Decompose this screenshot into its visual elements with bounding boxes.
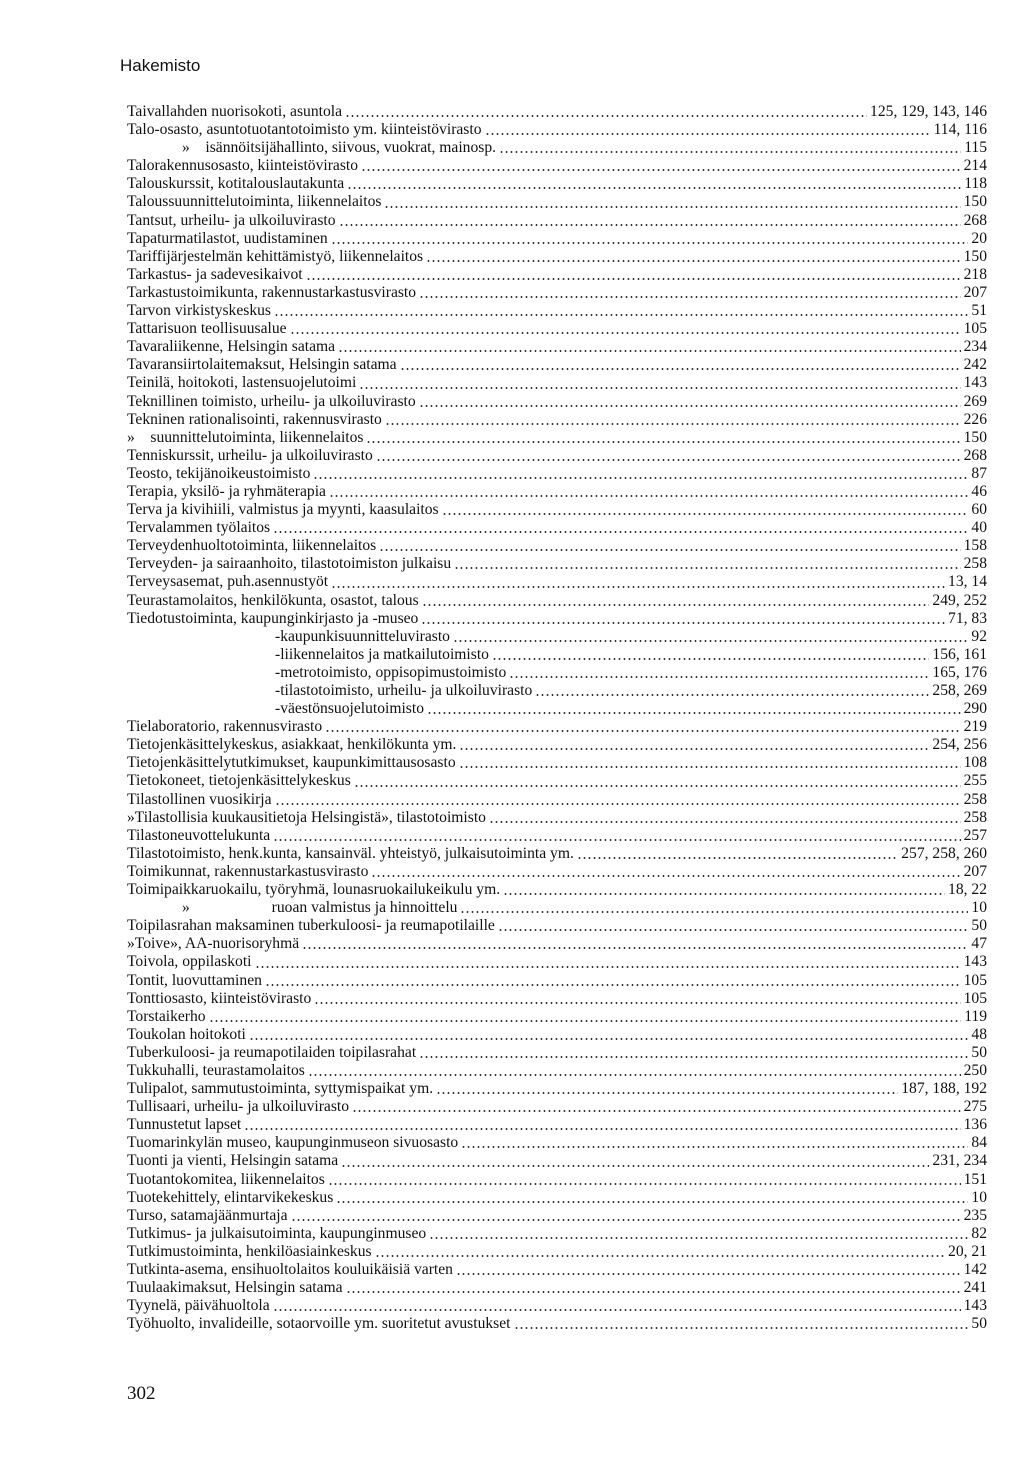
index-term: Tuberkuloosi- ja reumapotilaiden toipilasrahat — [127, 1043, 417, 1061]
index-page-refs: 269 — [963, 392, 987, 410]
index-term: Tavaraliikenne, Helsingin satama — [127, 338, 336, 356]
index-entry — [127, 1098, 987, 1116]
index-term: » suunnittelutoiminta, liikennelaitos — [127, 428, 364, 446]
dot-leader — [273, 1309, 961, 1311]
index-page-refs: 71, 83 — [948, 609, 987, 627]
dot-leader — [328, 1183, 961, 1185]
dot-leader — [498, 929, 969, 931]
dot-leader — [384, 206, 960, 208]
running-header: Hakemisto — [120, 56, 201, 75]
index-entry — [127, 953, 987, 971]
dot-leader — [290, 332, 961, 334]
dot-leader — [454, 567, 960, 569]
dot-leader — [459, 748, 929, 750]
index-term: Toukolan hoitokoti — [127, 1025, 246, 1043]
index-entry — [127, 393, 987, 411]
dot-leader — [422, 604, 930, 606]
dot-leader — [308, 1074, 961, 1076]
dot-leader — [336, 1201, 968, 1203]
index-entry — [127, 700, 987, 718]
index-term: Terveydenhuoltotoiminta, liikennelaitos — [127, 537, 377, 555]
index-entry — [127, 1062, 987, 1080]
index-term: Tattarisuon teollisuusalue — [127, 320, 287, 338]
dot-leader — [366, 441, 960, 443]
index-entry — [127, 193, 987, 211]
index-entry — [127, 248, 987, 266]
dot-leader — [209, 1020, 962, 1022]
index-term: Tervalammen työlaitos — [127, 519, 271, 537]
index-page-refs: 87 — [971, 464, 987, 482]
index-entry — [127, 411, 987, 429]
index-term: Talo-osasto, asuntotuotantotoimisto ym. kiinteistövirasto — [127, 121, 482, 139]
index-page-refs: 226 — [963, 410, 987, 428]
index-term: Toipilasrahan maksaminen tuberkuloosi- ja reumapotilaille — [127, 917, 495, 935]
index-page-refs: 125, 129, 143, 146 — [870, 103, 987, 120]
index-term: Terveyden- ja sairaanhoito, tilastotoimiston julkaisu — [127, 555, 452, 573]
index-page-refs: 231, 234 — [932, 1152, 987, 1170]
index-entry — [127, 646, 987, 664]
dot-leader — [329, 495, 968, 497]
index-page-refs: 48 — [971, 1025, 987, 1043]
index-entry — [127, 374, 987, 392]
index-page-refs: 207 — [963, 283, 987, 301]
index-term: » isännöitsijähallinto, siivous, vuokrat, mainosp. — [182, 139, 497, 157]
index-entry — [127, 1026, 987, 1044]
index-page-refs: 10 — [971, 899, 987, 917]
index-page-refs: 156, 161 — [932, 645, 987, 663]
dot-leader — [376, 459, 961, 461]
index-entry — [127, 935, 987, 953]
index-page-refs: 150 — [963, 247, 987, 265]
dot-leader — [456, 1273, 961, 1275]
index-entry — [127, 1080, 987, 1098]
dot-leader — [249, 1038, 969, 1040]
index-page-refs: 108 — [963, 754, 987, 772]
index-page-refs: 50 — [971, 1043, 987, 1061]
dot-leader — [244, 1128, 960, 1130]
dot-leader — [314, 1002, 960, 1004]
index-page-refs: 257 — [963, 826, 987, 844]
index-page-refs: 219 — [963, 718, 987, 736]
index-entry — [127, 1116, 987, 1134]
dot-leader — [419, 1056, 968, 1058]
index-page-refs: 150 — [963, 193, 987, 211]
index-entry — [127, 772, 987, 790]
index-page-refs: 142 — [963, 1261, 987, 1278]
dot-leader — [421, 622, 945, 624]
index-term: Tietojenkäsittelykeskus, asiakkaat, henkilökunta ym. — [127, 736, 457, 754]
index-term: Tietojenkäsittelytutkimukset, kaupunkimittausosasto — [127, 754, 456, 772]
index-page-refs: 249, 252 — [932, 591, 987, 609]
index-page-refs: 50 — [971, 1315, 987, 1333]
index-page-refs: 105 — [963, 320, 987, 338]
index-page-refs: 115 — [964, 139, 987, 157]
index-page-refs: 268 — [963, 211, 987, 229]
index-term: Työhuolto, invalideille, sotaorvoille ym. suoritetut avustukset — [127, 1315, 511, 1333]
index-page-refs: 40 — [971, 519, 987, 537]
index-term: Tuomarinkylän museo, kaupunginmuseon sivuosasto — [127, 1134, 459, 1152]
index-term: -tilastotoimisto, urheilu- ja ulkoiluvirasto — [275, 682, 533, 699]
index-entry — [127, 555, 987, 573]
index-term: -kaupunkisuunnitteluvirasto — [275, 627, 450, 645]
index-page-refs: 84 — [971, 1134, 987, 1152]
index-term: Tarkastustoimikunta, rakennustarkastusvirasto — [127, 283, 417, 301]
index-entry — [127, 483, 987, 501]
index-page-refs: 275 — [963, 1098, 987, 1116]
dot-leader — [361, 169, 961, 171]
index-page-refs: 234 — [963, 338, 987, 356]
index-entry — [127, 157, 987, 175]
index-term: Tuotekehittely, elintarvikekeskus — [127, 1188, 334, 1206]
dot-leader — [306, 278, 961, 280]
index-term: Tarkastus- ja sadevesikaivot — [127, 265, 303, 283]
index-entry — [127, 827, 987, 845]
index-page-refs: 143 — [963, 953, 987, 971]
index-page-refs: 258 — [963, 790, 987, 808]
index-entry — [127, 628, 987, 646]
index-entry — [127, 610, 987, 628]
index-page-refs: 187, 188, 192 — [901, 1080, 987, 1098]
index-page-refs: 268 — [963, 446, 987, 464]
index-term: Tantsut, urheilu- ja ulkoiluvirasto — [127, 211, 336, 229]
index-entry — [127, 519, 987, 537]
index-page-refs: 105 — [963, 971, 987, 989]
dot-leader — [339, 224, 961, 226]
index-page-refs: 214 — [963, 157, 987, 175]
index-term: Tuonti ja vienti, Helsingin satama — [127, 1152, 339, 1170]
index-entry — [127, 429, 987, 447]
index-term: » ruoan valmistus ja hinnoittelu — [182, 899, 458, 917]
index-term: Tontit, luovuttaminen — [127, 971, 262, 989]
index-entry — [127, 1134, 987, 1152]
index-page-refs: 235 — [963, 1206, 987, 1224]
index-term: Terapia, yksilö- ja ryhmäterapia — [127, 482, 326, 500]
index-term: Teinilä, hoitokoti, lastensuojelutoimi — [127, 374, 357, 392]
dot-leader — [359, 387, 960, 389]
index-entry — [127, 899, 987, 917]
dot-leader — [371, 875, 960, 877]
dot-leader — [338, 350, 961, 352]
index-entry — [127, 230, 987, 248]
index-page-refs: 250 — [963, 1061, 987, 1079]
dot-leader — [273, 531, 968, 533]
dot-leader — [325, 730, 960, 732]
index-entry — [127, 1171, 987, 1189]
index-term: Tyynelä, päivähuoltola — [127, 1297, 270, 1315]
index-page-refs: 242 — [963, 356, 987, 374]
index-page-refs: 207 — [963, 862, 987, 880]
index-term: -metrotoimisto, oppisopimustoimisto — [275, 663, 507, 681]
index-entry — [127, 845, 987, 863]
index-term: Teknillinen toimisto, urheilu- ja ulkoiluvirasto — [127, 392, 416, 410]
index-entry — [127, 917, 987, 935]
index-entry — [127, 791, 987, 809]
index-term: Tilastoneuvottelukunta — [127, 826, 271, 844]
index-entry — [127, 990, 987, 1008]
dot-leader — [419, 296, 961, 298]
dot-leader — [352, 1110, 961, 1112]
index-page-refs: 150 — [963, 428, 987, 446]
index-entry — [127, 320, 987, 338]
dot-leader — [385, 423, 961, 425]
index-page-refs: 47 — [971, 935, 987, 953]
index-page-refs: 114, 116 — [933, 121, 987, 139]
index-entry — [127, 682, 987, 700]
index-entry — [127, 212, 987, 230]
index-term: Tutkinta-asema, ensihuoltolaitos kouluikäisiä varten — [127, 1261, 453, 1278]
dot-leader — [429, 1237, 968, 1239]
dot-leader — [436, 1092, 898, 1094]
index-page-refs: 143 — [963, 374, 987, 392]
dot-leader — [331, 586, 945, 588]
index-page-refs: 18, 22 — [948, 881, 987, 899]
index-entry — [127, 447, 987, 465]
index-entry — [127, 266, 987, 284]
index-entry — [127, 1243, 987, 1261]
dot-leader — [499, 151, 961, 153]
index-page-refs: 258 — [963, 808, 987, 826]
index-entry — [127, 302, 987, 320]
dot-leader — [535, 694, 929, 696]
index-page-refs: 143 — [963, 1297, 987, 1315]
index-entry — [127, 1189, 987, 1207]
index-page-refs: 13, 14 — [948, 573, 987, 591]
dot-leader — [354, 785, 961, 787]
index-term: Tonttiosasto, kiinteistövirasto — [127, 989, 312, 1007]
dot-leader — [485, 133, 931, 135]
index-term: Tilastollinen vuosikirja — [127, 790, 272, 808]
index-page-refs: 10 — [971, 1188, 987, 1206]
index-entry — [127, 537, 987, 555]
index-term: Teurastamolaitos, henkilökunta, osastot, talous — [127, 591, 419, 609]
dot-leader — [331, 242, 969, 244]
index-term: Tutkimustoiminta, henkilöasiainkeskus — [127, 1242, 372, 1260]
dot-leader — [313, 477, 968, 479]
dot-leader — [426, 260, 960, 262]
index-term: Tietokoneet, tietojenkäsittelykeskus — [127, 772, 351, 790]
page-number: 302 — [127, 1383, 156, 1404]
index-page-refs: 218 — [963, 265, 987, 283]
index-page-refs: 20 — [971, 229, 987, 247]
dot-leader — [442, 513, 969, 515]
index-term: Tunnustetut lapset — [127, 1116, 242, 1134]
dot-leader — [379, 549, 960, 551]
index-term: Tapaturmatilastot, uudistaminen — [127, 229, 328, 247]
index-entry — [127, 1225, 987, 1243]
index-page-refs: 241 — [963, 1279, 987, 1297]
index-page-refs: 258 — [963, 555, 987, 573]
index-term: Turso, satamajäänmurtaja — [127, 1206, 288, 1224]
index-term: Tiedotustoiminta, kaupunginkirjasto ja -museo — [127, 609, 419, 627]
index-entry — [127, 1315, 987, 1333]
index-page-refs: 20, 21 — [948, 1242, 987, 1260]
index-term: Toivola, oppilaskoti — [127, 953, 252, 971]
index-entry — [127, 1261, 987, 1279]
index-page-refs: 258, 269 — [932, 682, 987, 699]
index-page-refs: 92 — [971, 627, 987, 645]
index-page-refs: 46 — [971, 482, 987, 500]
index-term: »Toive», AA-nuorisoryhmä — [127, 935, 300, 953]
index-entry — [127, 664, 987, 682]
dot-leader — [302, 947, 968, 949]
index-entry — [127, 175, 987, 193]
index-page-refs: 119 — [964, 1007, 987, 1025]
index-term: Teosto, tekijänoikeustoimisto — [127, 464, 311, 482]
index-entry — [127, 1207, 987, 1225]
index-term: Terva ja kivihiili, valmistus ja myynti, kaasulaitos — [127, 501, 439, 519]
index-entry — [127, 573, 987, 591]
index-term: -liikennelaitos ja matkailutoimisto — [275, 645, 489, 663]
index-term: Tuulaakimaksut, Helsingin satama — [127, 1279, 343, 1297]
index-entry — [127, 972, 987, 990]
index-page-refs: 290 — [963, 700, 987, 718]
index-page-refs: 158 — [963, 537, 987, 555]
index-term: Taloussuunnittelutoiminta, liikennelaitos — [127, 193, 382, 211]
dot-leader — [347, 187, 961, 189]
index-page-refs: 105 — [963, 989, 987, 1007]
index-term: Tutkimus- ja julkaisutoiminta, kaupunginmuseo — [127, 1224, 427, 1242]
index-entry — [127, 356, 987, 374]
index-entry — [127, 1044, 987, 1062]
index-entry — [127, 736, 987, 754]
dot-leader — [345, 115, 867, 117]
index-page-refs: 255 — [963, 772, 987, 790]
index-page-refs: 165, 176 — [932, 663, 987, 681]
index-entry — [127, 718, 987, 736]
index-list — [127, 103, 987, 1333]
index-entry — [127, 881, 987, 899]
dot-leader — [459, 766, 961, 768]
index-page-refs: 257, 258, 260 — [901, 844, 987, 862]
dot-leader — [265, 984, 961, 986]
index-term: -väestönsuojelutoimisto — [275, 700, 424, 718]
dot-leader — [492, 658, 929, 660]
dot-leader — [400, 368, 961, 370]
dot-leader — [489, 821, 961, 823]
index-page-refs: 60 — [971, 501, 987, 519]
index-entry — [127, 465, 987, 483]
index-term: Toimipaikkaruokailu, työryhmä, lounasruokailukeikulu ym. — [127, 881, 501, 899]
index-entry — [127, 103, 987, 121]
index-term: Tenniskurssit, urheilu- ja ulkoiluvirasto — [127, 446, 373, 464]
dot-leader — [291, 1219, 961, 1221]
index-term: Torstaikerho — [127, 1007, 206, 1025]
dot-leader — [275, 803, 961, 805]
index-term: Terveysasemat, puh.asennustyöt — [127, 573, 329, 591]
index-entry — [127, 1008, 987, 1026]
index-term: Tavaransiirtolaitemaksut, Helsingin satama — [127, 356, 397, 374]
dot-leader — [341, 1165, 929, 1167]
index-term: Tukkuhalli, teurastamolaitos — [127, 1061, 305, 1079]
index-entry — [127, 1279, 987, 1297]
index-entry — [127, 121, 987, 139]
index-page-refs: 136 — [963, 1116, 987, 1134]
index-term: Talouskurssit, kotitalouslautakunta — [127, 175, 345, 193]
index-entry — [127, 809, 987, 827]
index-term: Toimikunnat, rakennustarkastusvirasto — [127, 862, 369, 880]
index-page-refs: 50 — [971, 917, 987, 935]
index-term: Taivallahden nuorisokoti, asuntola — [127, 103, 343, 120]
dot-leader — [427, 712, 961, 714]
dot-leader — [273, 839, 960, 841]
index-term: Talorakennusosasto, kiinteistövirasto — [127, 157, 359, 175]
dot-leader — [274, 314, 968, 316]
index-term: »Tilastollisia kuukausitietoja Helsingistä», tilastotoimisto — [127, 808, 486, 826]
index-page-refs: 254, 256 — [932, 736, 987, 754]
index-term: Tekninen rationalisointi, rakennusvirasto — [127, 410, 382, 428]
index-entry — [127, 1297, 987, 1315]
dot-leader — [509, 676, 929, 678]
index-page-refs: 51 — [971, 302, 987, 320]
dot-leader — [514, 1327, 969, 1329]
dot-leader — [461, 1146, 968, 1148]
index-term: Tuotantokomitea, liikennelaitos — [127, 1170, 325, 1188]
index-term: Tullisaari, urheilu- ja ulkoiluvirasto — [127, 1098, 350, 1116]
dot-leader — [503, 893, 945, 895]
index-entry — [127, 338, 987, 356]
index-page-refs: 118 — [964, 175, 987, 193]
dot-leader — [577, 857, 898, 859]
index-page-refs: 82 — [971, 1224, 987, 1242]
index-entry — [127, 1152, 987, 1170]
dot-leader — [255, 966, 961, 968]
index-page-refs: 151 — [963, 1170, 987, 1188]
index-entry — [127, 501, 987, 519]
dot-leader — [453, 640, 968, 642]
index-term: Tulipalot, sammutustoiminta, syttymispaikat ym. — [127, 1080, 434, 1098]
dot-leader — [460, 911, 968, 913]
index-term: Tilastotoimisto, henk.kunta, kansainväl. yhteistyö, julkaisutoiminta ym. — [127, 844, 574, 862]
dot-leader — [346, 1291, 961, 1293]
index-entry — [127, 754, 987, 772]
index-term: Tariffijärjestelmän kehittämistyö, liikennelaitos — [127, 247, 424, 265]
index-entry — [127, 863, 987, 881]
dot-leader — [419, 405, 961, 407]
dot-leader — [375, 1255, 945, 1257]
index-term: Tielaboratorio, rakennusvirasto — [127, 718, 323, 736]
index-entry — [127, 139, 987, 157]
index-entry — [127, 284, 987, 302]
index-entry — [127, 592, 987, 610]
index-term: Tarvon virkistyskeskus — [127, 302, 272, 320]
